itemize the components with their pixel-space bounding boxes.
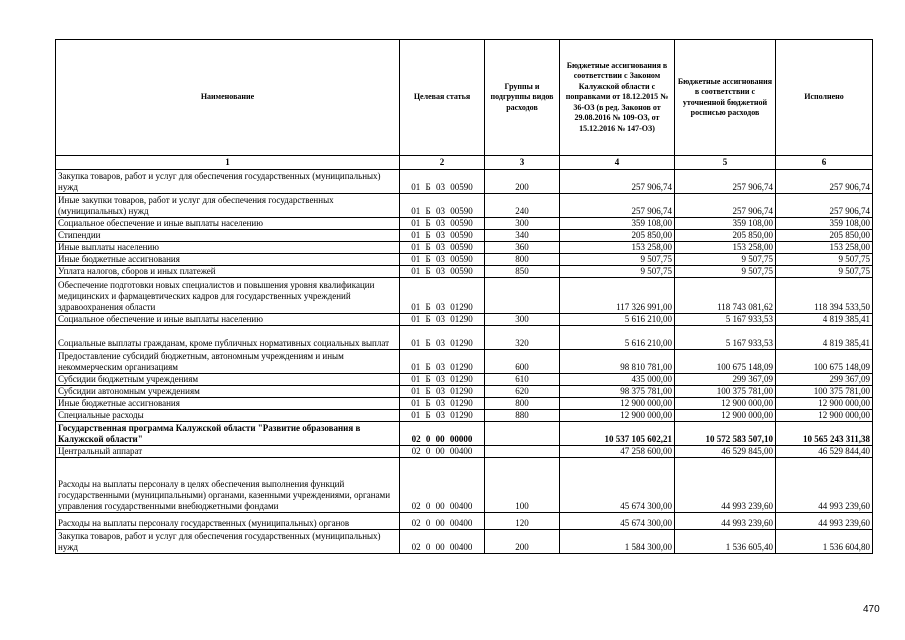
row-assigned-law: 5 616 210,00: [560, 314, 675, 326]
row-name: Социальное обеспечение и иные выплаты населению: [56, 314, 400, 326]
table-row: [56, 374, 873, 386]
row-expense-group: 300: [485, 314, 560, 326]
table-row: [56, 230, 873, 242]
row-name: Иные бюджетные ассигнования: [56, 254, 400, 266]
row-expense-group: 360: [485, 242, 560, 254]
row-executed: 205 850,00: [776, 230, 873, 242]
row-name: Иные выплаты населению: [56, 242, 400, 254]
row-expense-group: 600: [485, 350, 560, 374]
row-assigned-list: 9 507,75: [675, 254, 776, 266]
table-row: [56, 530, 873, 554]
row-name: Социальные выплаты гражданам, кроме публичных нормативных социальных выплат: [56, 326, 400, 350]
row-target-article: 02 0 00 00400: [400, 446, 485, 458]
row-name: Социальное обеспечение и иные выплаты населению: [56, 218, 400, 230]
row-target-article: 01 Б 03 01290: [400, 326, 485, 350]
column-number: 2: [400, 156, 485, 170]
row-name: Иные бюджетные ассигнования: [56, 398, 400, 410]
row-assigned-list: 9 507,75: [675, 266, 776, 278]
row-name: Стипендии: [56, 230, 400, 242]
row-expense-group: 200: [485, 530, 560, 554]
column-number: 1: [56, 156, 400, 170]
table-row: [56, 170, 873, 194]
table-row: [56, 398, 873, 410]
row-executed: 10 565 243 311,38: [776, 422, 873, 446]
row-assigned-law: 9 507,75: [560, 266, 675, 278]
row-target-article: 02 0 00 00400: [400, 530, 485, 554]
row-assigned-law: 45 674 300,00: [560, 513, 675, 530]
table-row: [56, 194, 873, 218]
row-executed: 100 375 781,00: [776, 386, 873, 398]
row-assigned-law: 98 810 781,00: [560, 350, 675, 374]
row-assigned-list: 153 258,00: [675, 242, 776, 254]
row-executed: 44 993 239,60: [776, 458, 873, 513]
row-assigned-list: 118 743 081,62: [675, 278, 776, 314]
row-expense-group: 320: [485, 326, 560, 350]
row-assigned-list: 12 900 000,00: [675, 398, 776, 410]
row-target-article: 01 Б 03 00590: [400, 218, 485, 230]
row-name: Закупка товаров, работ и услуг для обеспечения государственных (муниципальных) нужд: [56, 530, 400, 554]
row-name: Предоставление субсидий бюджетным, автономным учреждениям и иным некоммерческим организациям: [56, 350, 400, 374]
row-target-article: 01 Б 03 01290: [400, 350, 485, 374]
header-assigned-list: Бюджетные ассигнования в соответствии с уточненной бюджетной росписью расходов: [675, 40, 776, 156]
table-row: [56, 242, 873, 254]
row-executed: 257 906,74: [776, 194, 873, 218]
table-row: [56, 278, 873, 314]
row-expense-group: 120: [485, 513, 560, 530]
column-number: 4: [560, 156, 675, 170]
header-name: Наименование: [56, 40, 400, 156]
row-assigned-list: 100 675 148,09: [675, 350, 776, 374]
header-group: Группы и подгруппы видов расходов: [485, 40, 560, 156]
row-expense-group: 880: [485, 410, 560, 422]
row-expense-group: 610: [485, 374, 560, 386]
row-expense-group: 850: [485, 266, 560, 278]
row-executed: 9 507,75: [776, 266, 873, 278]
row-executed: 299 367,09: [776, 374, 873, 386]
row-target-article: 01 Б 03 00590: [400, 266, 485, 278]
column-number-row: [56, 156, 873, 170]
row-assigned-list: 5 167 933,53: [675, 326, 776, 350]
budget-table: [55, 39, 873, 554]
table-row: [56, 410, 873, 422]
row-name: Обеспечение подготовки новых специалистов и повышения уровня квалификации медицинских и фармацевтических кадров для государственных учреждений здравоохранения области: [56, 278, 400, 314]
table-row: [56, 254, 873, 266]
row-executed: 1 536 604,80: [776, 530, 873, 554]
row-assigned-law: 47 258 600,00: [560, 446, 675, 458]
row-expense-group: 620: [485, 386, 560, 398]
table-body: [56, 170, 873, 554]
row-target-article: 01 Б 03 00590: [400, 230, 485, 242]
row-target-article: 01 Б 03 00590: [400, 170, 485, 194]
row-target-article: 01 Б 03 01290: [400, 374, 485, 386]
row-assigned-law: 435 000,00: [560, 374, 675, 386]
row-executed: 9 507,75: [776, 254, 873, 266]
header-executed: Исполнено: [776, 40, 873, 156]
row-target-article: 01 Б 03 01290: [400, 398, 485, 410]
row-assigned-law: 257 906,74: [560, 170, 675, 194]
row-assigned-law: 1 584 300,00: [560, 530, 675, 554]
row-target-article: 01 Б 03 00590: [400, 194, 485, 218]
row-assigned-list: 46 529 845,00: [675, 446, 776, 458]
row-target-article: 01 Б 03 01290: [400, 386, 485, 398]
row-assigned-law: 12 900 000,00: [560, 398, 675, 410]
row-executed: 4 819 385,41: [776, 314, 873, 326]
row-assigned-law: 257 906,74: [560, 194, 675, 218]
table-row: [56, 513, 873, 530]
header-target: Целевая статья: [400, 40, 485, 156]
row-assigned-list: 257 906,74: [675, 194, 776, 218]
row-name: Специальные расходы: [56, 410, 400, 422]
row-assigned-law: 98 375 781,00: [560, 386, 675, 398]
row-assigned-law: 9 507,75: [560, 254, 675, 266]
table-row: [56, 266, 873, 278]
row-name: Уплата налогов, сборов и иных платежей: [56, 266, 400, 278]
row-name: Закупка товаров, работ и услуг для обеспечения государственных (муниципальных) нужд: [56, 170, 400, 194]
row-assigned-law: 10 537 105 602,21: [560, 422, 675, 446]
page-number: 470: [863, 604, 880, 615]
table-row: [56, 350, 873, 374]
row-name: Центральный аппарат: [56, 446, 400, 458]
row-target-article: 02 0 00 00000: [400, 422, 485, 446]
table-row: [56, 446, 873, 458]
row-expense-group: 100: [485, 458, 560, 513]
row-expense-group: 340: [485, 230, 560, 242]
header-assigned-law: Бюджетные ассигнования в соответствии с Законом Калужской области с поправками от 18.12.2015 № 36-ОЗ (в ред. Законов от 29.08.2016 № 109-ОЗ, от 15.12.2016 № 147-ОЗ): [560, 40, 675, 156]
row-executed: 12 900 000,00: [776, 398, 873, 410]
row-name: Иные закупки товаров, работ и услуг для обеспечения государственных (муниципальных) нужд: [56, 194, 400, 218]
row-name: Субсидии бюджетным учреждениям: [56, 374, 400, 386]
row-executed: 12 900 000,00: [776, 410, 873, 422]
row-target-article: 02 0 00 00400: [400, 458, 485, 513]
column-number: 3: [485, 156, 560, 170]
row-assigned-list: 5 167 933,53: [675, 314, 776, 326]
row-assigned-law: 12 900 000,00: [560, 410, 675, 422]
table-row: [56, 218, 873, 230]
row-expense-group: [485, 446, 560, 458]
row-name: Субсидии автономным учреждениям: [56, 386, 400, 398]
row-target-article: 01 Б 03 00590: [400, 242, 485, 254]
row-expense-group: 240: [485, 194, 560, 218]
table-row: [56, 314, 873, 326]
row-assigned-law: 205 850,00: [560, 230, 675, 242]
row-assigned-law: 5 616 210,00: [560, 326, 675, 350]
row-expense-group: [485, 278, 560, 314]
row-assigned-list: 12 900 000,00: [675, 410, 776, 422]
row-target-article: 01 Б 03 00590: [400, 254, 485, 266]
row-assigned-law: 45 674 300,00: [560, 458, 675, 513]
row-executed: 257 906,74: [776, 170, 873, 194]
row-name: Государственная программа Калужской области "Развитие образования в Калужской области": [56, 422, 400, 446]
row-executed: 118 394 533,50: [776, 278, 873, 314]
row-expense-group: 200: [485, 170, 560, 194]
column-number: 5: [675, 156, 776, 170]
table-row: [56, 458, 873, 513]
row-executed: 4 819 385,41: [776, 326, 873, 350]
row-assigned-list: 10 572 583 507,10: [675, 422, 776, 446]
row-assigned-list: 299 367,09: [675, 374, 776, 386]
row-expense-group: 800: [485, 254, 560, 266]
row-expense-group: 300: [485, 218, 560, 230]
row-executed: 359 108,00: [776, 218, 873, 230]
row-executed: 46 529 844,40: [776, 446, 873, 458]
row-expense-group: 800: [485, 398, 560, 410]
row-assigned-law: 153 258,00: [560, 242, 675, 254]
row-assigned-list: 44 993 239,60: [675, 513, 776, 530]
row-assigned-list: 359 108,00: [675, 218, 776, 230]
row-expense-group: [485, 422, 560, 446]
column-number: 6: [776, 156, 873, 170]
row-target-article: 01 Б 03 01290: [400, 410, 485, 422]
row-assigned-law: 117 326 991,00: [560, 278, 675, 314]
row-target-article: 02 0 00 00400: [400, 513, 485, 530]
row-assigned-law: 359 108,00: [560, 218, 675, 230]
table-row: [56, 422, 873, 446]
table-row: [56, 326, 873, 350]
row-assigned-list: 257 906,74: [675, 170, 776, 194]
row-name: Расходы на выплаты персоналу в целях обеспечения выполнения функций государственными (муниципальными) органами, казенными учреждениями, органами управления государственными внебюджетными фондами: [56, 458, 400, 513]
row-executed: 44 993 239,60: [776, 513, 873, 530]
row-assigned-list: 1 536 605,40: [675, 530, 776, 554]
row-assigned-list: 44 993 239,60: [675, 458, 776, 513]
row-name: Расходы на выплаты персоналу государственных (муниципальных) органов: [56, 513, 400, 530]
row-assigned-list: 100 375 781,00: [675, 386, 776, 398]
row-assigned-list: 205 850,00: [675, 230, 776, 242]
row-target-article: 01 Б 03 01290: [400, 314, 485, 326]
row-executed: 153 258,00: [776, 242, 873, 254]
row-target-article: 01 Б 03 01290: [400, 278, 485, 314]
table-row: [56, 386, 873, 398]
row-executed: 100 675 148,09: [776, 350, 873, 374]
